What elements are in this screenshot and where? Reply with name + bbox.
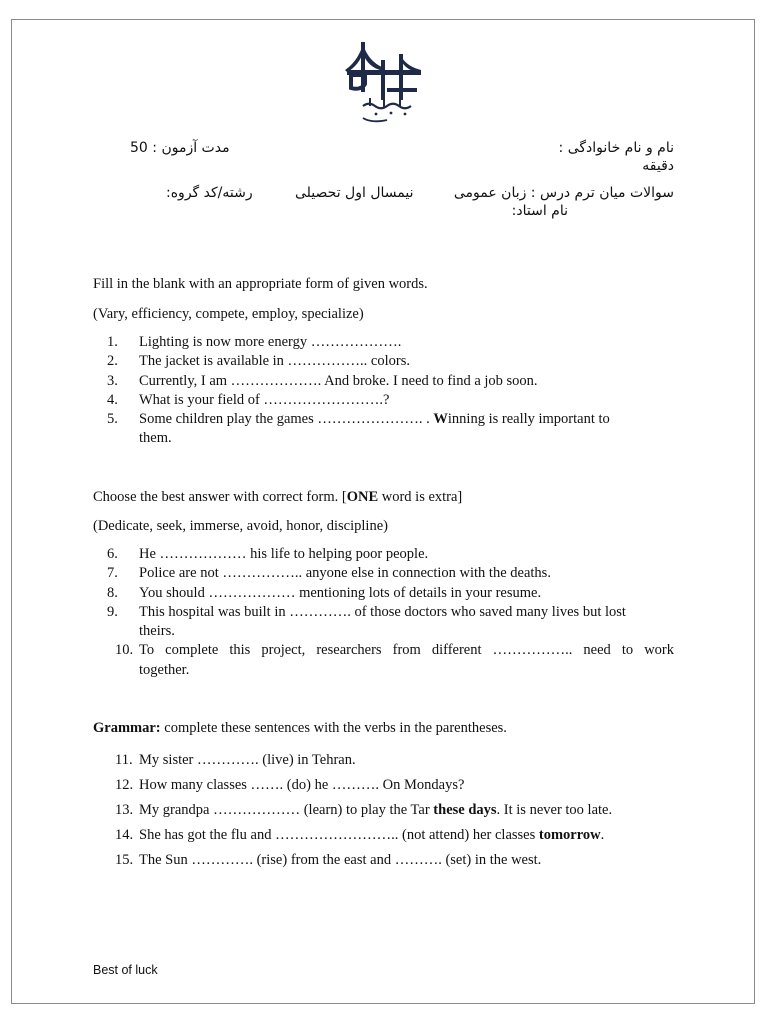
question-number: 3. <box>107 372 118 389</box>
section1-instruction: Fill in the blank with an appropriate form of given words. <box>93 276 428 292</box>
grammar-question-list <box>93 748 674 873</box>
question-text: Lighting is now more energy ………………. <box>139 334 402 350</box>
question-number: 6. <box>107 546 118 562</box>
question-item <box>93 823 674 848</box>
question-number: 8. <box>107 584 118 601</box>
semester-label: نیمسال اول تحصیلی <box>295 185 414 201</box>
question-number: 2. <box>107 353 118 370</box>
question-text: How many classes ……. (do) he ………. On Mondays? <box>139 777 465 793</box>
question-text: She has got the flu and …………………….. (not attend) her classes tomorrow. <box>139 827 605 843</box>
question-text: Police are not …………….. anyone else in connection with the deaths. <box>139 565 551 582</box>
exam-duration-label: مدت آزمون : 50 <box>130 140 230 156</box>
question-text: My grandpa ……………… (learn) to play the Tar these days. It is never too late. <box>139 802 613 818</box>
question-number: 9. <box>107 603 118 620</box>
section1-word-bank: (Vary, efficiency, compete, employ, specialize) <box>93 306 364 322</box>
question-item <box>93 603 674 642</box>
question-text: He ……………… his life to helping poor people. <box>139 546 429 562</box>
question-item <box>93 545 674 564</box>
section2-question-list <box>93 545 674 680</box>
question-item <box>93 352 674 371</box>
question-text: Currently, I am ………………. And broke. I need to find a job soon. <box>139 372 538 389</box>
question-text: What is your field of …………………….? <box>139 391 390 408</box>
question-item <box>93 584 674 603</box>
question-item <box>93 798 674 823</box>
question-text: The Sun …………. (rise) from the east and ………. (set) in the west. <box>139 852 542 868</box>
question-number: 13. <box>115 802 134 818</box>
course-title: سوالات میان ترم درس : زبان عمومی <box>453 185 674 201</box>
footer-note: Best of luck <box>93 963 158 977</box>
question-item <box>93 333 674 352</box>
question-item <box>93 564 674 583</box>
question-number: 5. <box>107 411 118 428</box>
question-item <box>93 848 674 873</box>
question-text: Some children play the games …………………. . Winning is really important to them. <box>139 411 610 447</box>
question-number: 15. <box>115 852 134 868</box>
teacher-name-label: نام استاد: <box>511 203 568 219</box>
section2-word-bank: (Dedicate, seek, immerse, avoid, honor, discipline) <box>93 518 388 534</box>
question-item <box>93 410 674 449</box>
question-text: To complete this project, researchers from different …………….. need to work together. <box>139 642 674 678</box>
university-logo-icon <box>343 40 425 128</box>
field-code-label: رشته/کد گروه: <box>166 185 253 201</box>
grammar-instruction: Grammar: complete these sentences with the verbs in the parentheses. <box>93 720 507 736</box>
question-number: 4. <box>107 391 118 408</box>
question-text: The jacket is available in …………….. colors. <box>139 353 410 370</box>
question-text: My sister …………. (live) in Tehran. <box>139 752 356 768</box>
question-text: This hospital was built in …………. of those doctors who saved many lives but lost theirs. <box>139 603 626 640</box>
question-item <box>93 641 674 680</box>
question-item <box>93 372 674 391</box>
question-item <box>93 391 674 410</box>
question-number: 1. <box>107 334 118 350</box>
question-item <box>93 748 674 773</box>
question-number: 14. <box>115 827 134 843</box>
section2-instruction: Choose the best answer with correct form. [ONE word is extra] <box>93 489 463 505</box>
student-name-label: نام و نام خانوادگی : <box>558 140 674 156</box>
question-item <box>93 773 674 798</box>
question-text: You should ……………… mentioning lots of details in your resume. <box>139 584 542 601</box>
section1-question-list <box>93 333 674 449</box>
question-number: 11. <box>115 752 133 768</box>
question-number: 7. <box>107 565 118 582</box>
question-number: 12. <box>115 777 134 793</box>
question-number: 10. <box>115 642 134 659</box>
exam-duration-unit: دقیقه <box>642 158 674 174</box>
